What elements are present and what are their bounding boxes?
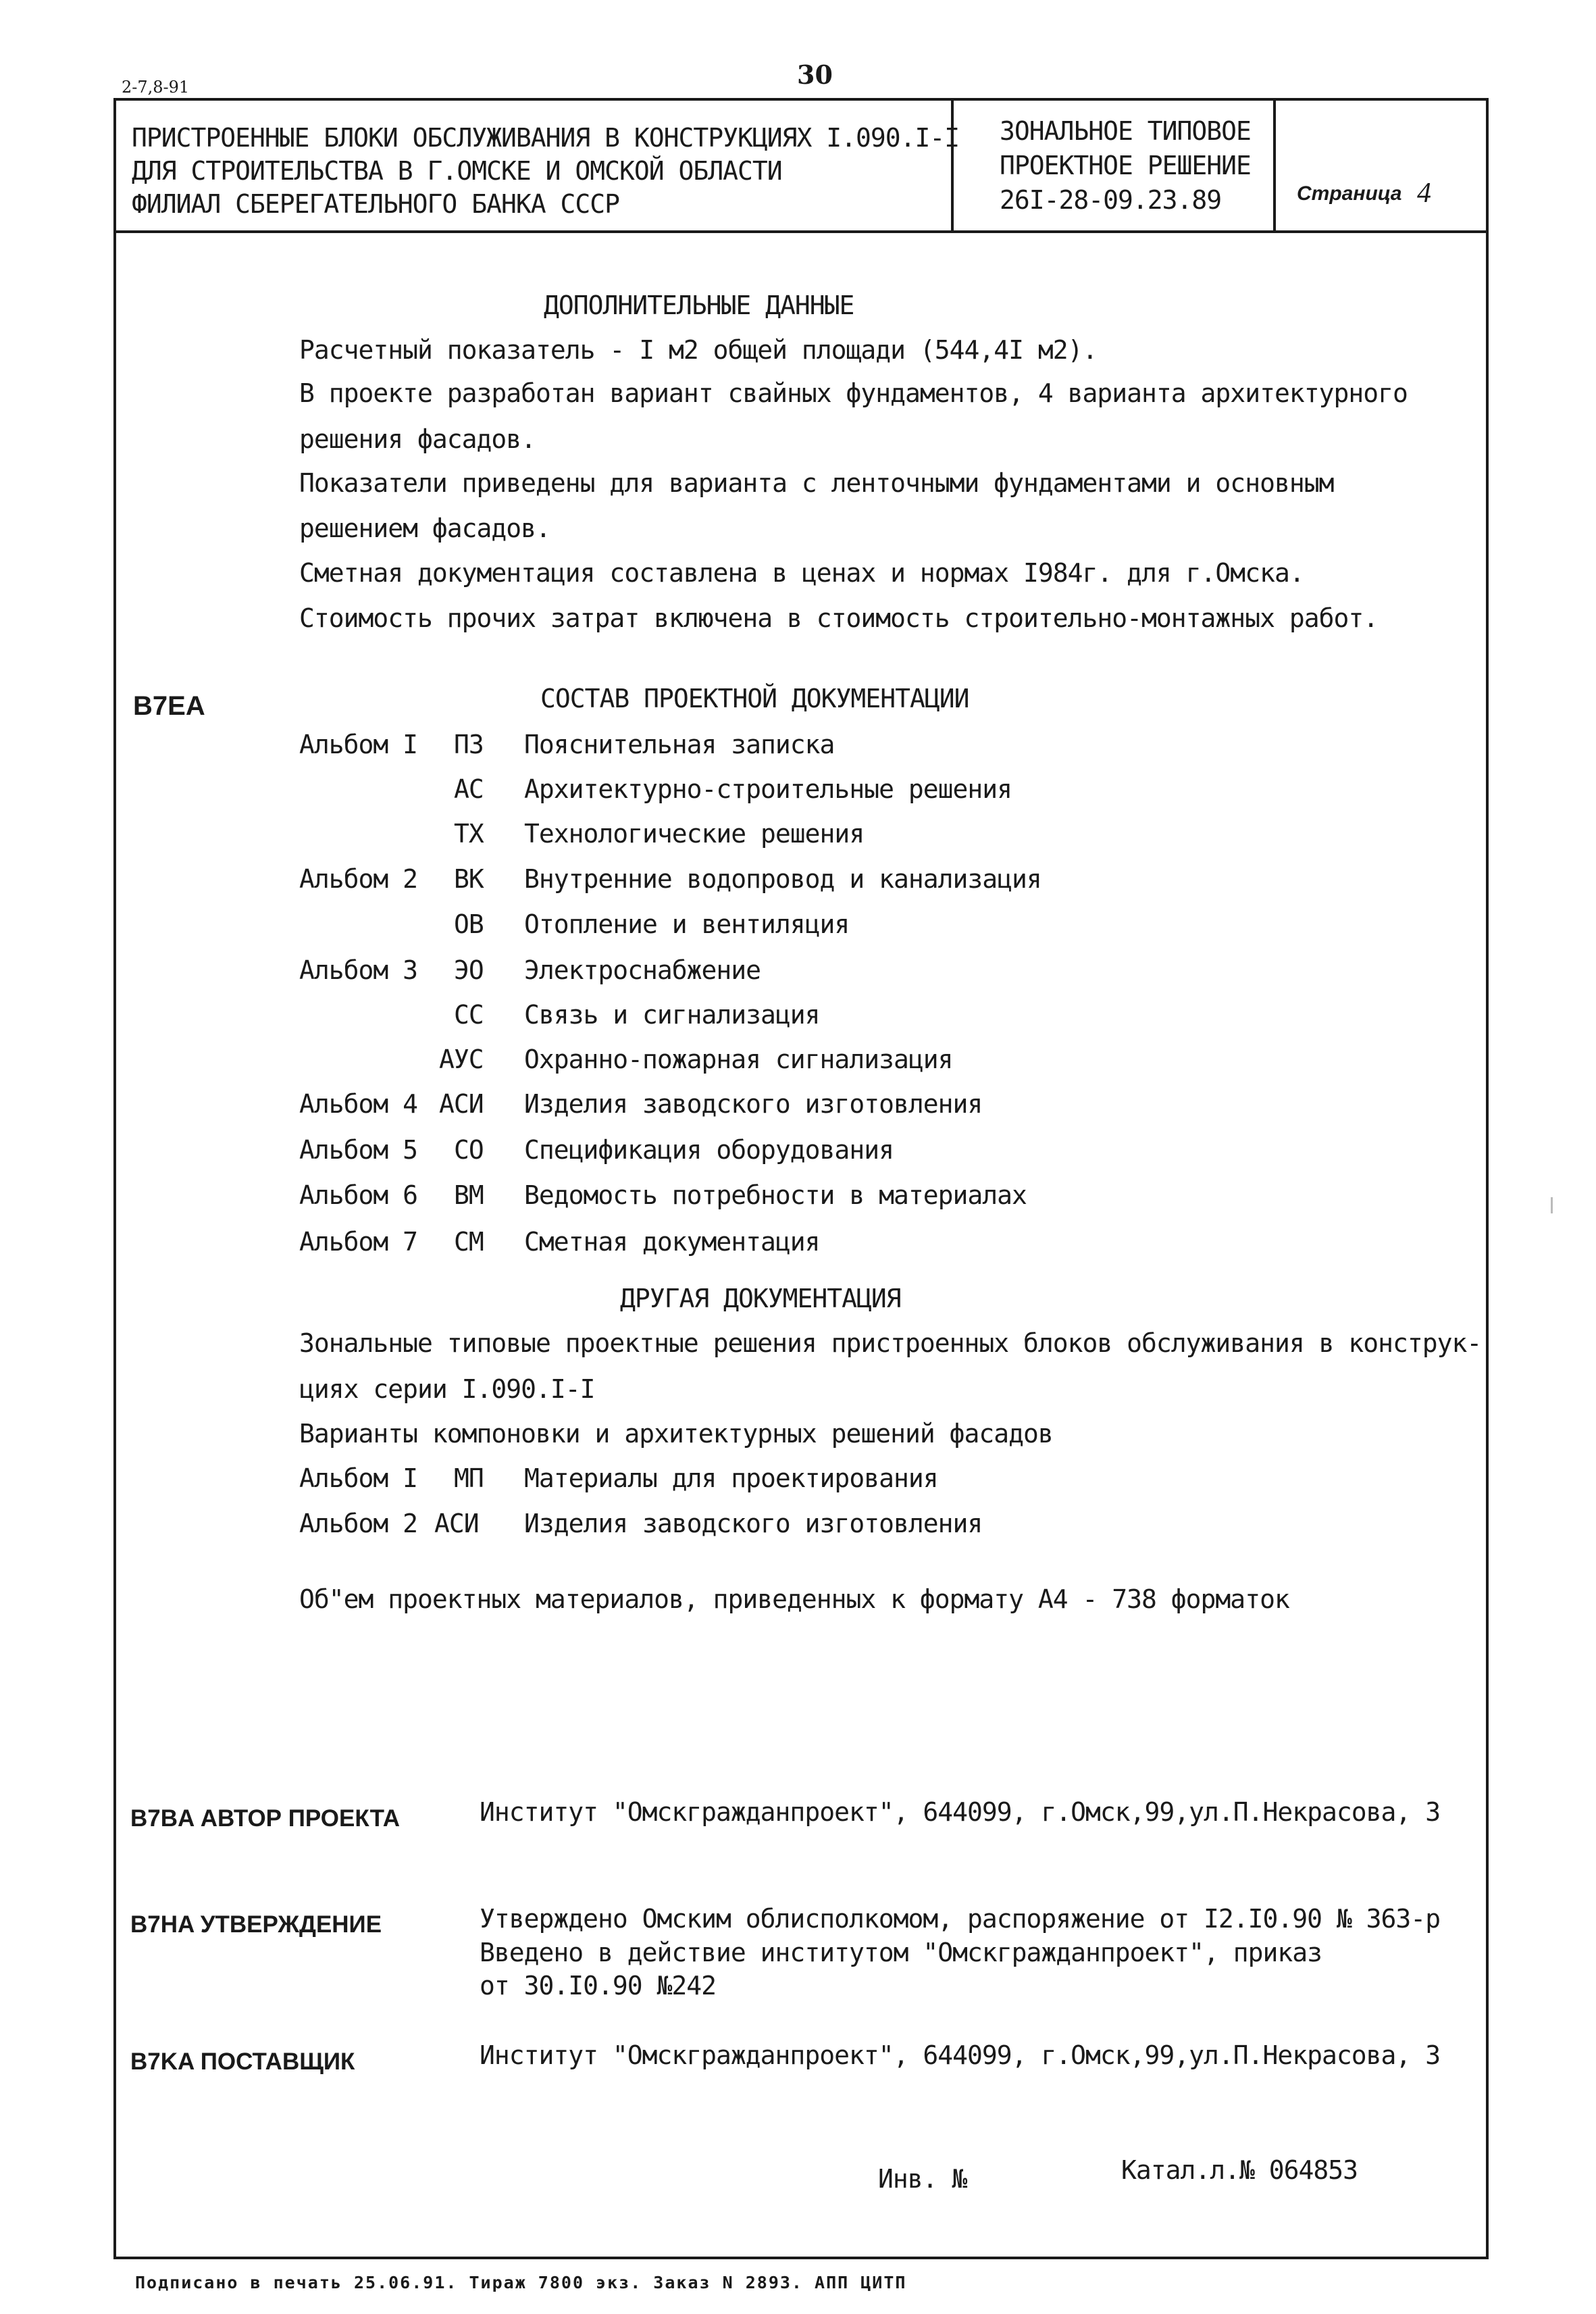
- album-label: Альбом 2: [299, 864, 418, 894]
- doc-name: Изделия заводского изготовления: [524, 1089, 983, 1119]
- doc-code: ВК: [454, 864, 484, 894]
- text-line: Сметная документация составлена в ценах и нормах I984г. для г.Омска.: [299, 558, 1304, 588]
- album-label: Альбом I: [299, 1463, 418, 1493]
- doc-name: Внутренние водопровод и канализация: [524, 864, 1041, 894]
- doc-code: ЭО: [454, 955, 484, 985]
- album-label: Альбом 2: [299, 1509, 418, 1538]
- text-line: циях серии I.090.I-I: [299, 1374, 595, 1404]
- text-line: решения фасадов.: [299, 424, 536, 454]
- supplier-label: B7KA ПОСТАВЩИК: [130, 2048, 355, 2075]
- solution-line: 26I-28-09.23.89: [1000, 185, 1222, 215]
- doc-code: АУС: [439, 1045, 484, 1074]
- text-line: Показатели приведены для варианта с ленточными фундаментами и основным: [299, 468, 1334, 498]
- section-code: B7EA: [133, 691, 205, 721]
- doc-code: СМ: [454, 1227, 484, 1257]
- approval-label: B7HA УТВЕРЖДЕНИЕ: [130, 1911, 382, 1938]
- approval-line: от 30.I0.90 №242: [480, 1971, 717, 2001]
- doc-code: СС: [454, 1000, 484, 1030]
- album-label: Альбом I: [299, 730, 418, 759]
- doc-code: ТХ: [454, 819, 484, 849]
- doc-code: АС: [454, 774, 484, 804]
- author-text: Институт "Омскгражданпроект", 644099, г.Омск,99,ул.П.Некрасова, 3: [480, 1797, 1441, 1827]
- album-label: Альбом 7: [299, 1227, 418, 1257]
- approval-line: Введено в действие институтом "Омскгражданпроект", приказ: [480, 1938, 1322, 1967]
- album-label: Альбом 4: [299, 1089, 418, 1119]
- album-label: Альбом 3: [299, 955, 418, 985]
- solution-line: ЗОНАЛЬНОЕ ТИПОВОЕ: [1000, 116, 1251, 146]
- doc-code: АСИ: [439, 1089, 484, 1119]
- top-left-code: 2-7,8-91: [122, 78, 190, 97]
- supplier-text: Институт "Омскгражданпроект", 644099, г.Омск,99,ул.П.Некрасова, 3: [480, 2040, 1441, 2070]
- doc-name: Ведомость потребности в материалах: [524, 1180, 1027, 1210]
- doc-name: Электроснабжение: [524, 955, 761, 985]
- doc-name: Изделия заводского изготовления: [524, 1509, 983, 1538]
- text-line: Расчетный показатель - I м2 общей площади (544,4I м2).: [299, 335, 1098, 365]
- section-heading: ДРУГАЯ ДОКУМЕНТАЦИЯ: [620, 1284, 901, 1313]
- doc-name: Архитектурно-строительные решения: [524, 774, 1012, 804]
- text-line: В проекте разработан вариант свайных фундаментов, 4 варианта архитектурного: [299, 378, 1408, 408]
- album-label: Альбом 6: [299, 1180, 418, 1210]
- doc-code: ОВ: [454, 909, 484, 939]
- doc-name: Спецификация оборудования: [524, 1135, 894, 1165]
- volume-line: Об"ем проектных материалов, приведенных к формату А4 - 738 форматок: [299, 1584, 1289, 1614]
- doc-name: Технологические решения: [524, 819, 865, 849]
- text-line: Варианты компоновки и архитектурных решений фасадов: [299, 1419, 1053, 1449]
- header-divider: [951, 98, 954, 233]
- margin-mark: [1551, 1197, 1553, 1213]
- section-heading: СОСТАВ ПРОЕКТНОЙ ДОКУМЕНТАЦИИ: [540, 684, 969, 713]
- header-divider: [1273, 98, 1276, 233]
- doc-code: МП: [454, 1463, 484, 1493]
- text-line: Стоимость прочих затрат включена в стоимость строительно-монтажных работ.: [299, 603, 1379, 633]
- text-line: решением фасадов.: [299, 513, 550, 543]
- doc-code: СО: [454, 1135, 484, 1165]
- section-heading: ДОПОЛНИТЕЛЬНЫЕ ДАННЫЕ: [544, 291, 854, 320]
- approval-line: Утверждено Омским облисполкомом, распоряжение от I2.I0.90 № 363-р: [480, 1904, 1441, 1934]
- doc-name: Охранно-пожарная сигнализация: [524, 1045, 953, 1074]
- doc-name: Пояснительная записка: [524, 730, 835, 759]
- header-title-line: ПРИСТРОЕННЫЕ БЛОКИ ОБСЛУЖИВАНИЯ В КОНСТРУКЦИЯХ I.090.I-I: [132, 123, 960, 153]
- album-label: Альбом 5: [299, 1135, 418, 1165]
- doc-name: Сметная документация: [524, 1227, 820, 1257]
- catalog-number: Катал.л.№ 064853: [1121, 2155, 1358, 2185]
- solution-line: ПРОЕКТНОЕ РЕШЕНИЕ: [1000, 151, 1251, 180]
- author-label: B7BA АВТОР ПРОЕКТА: [130, 1805, 401, 1832]
- header-title-line: ДЛЯ СТРОИТЕЛЬСТВА В Г.ОМСКЕ И ОМСКОЙ ОБЛАСТИ: [132, 156, 782, 186]
- doc-code: АСИ: [434, 1509, 479, 1538]
- page-value: 4: [1417, 178, 1431, 209]
- text-line: Зональные типовые проектные решения пристроенных блоков обслуживания в конструк-: [299, 1328, 1482, 1358]
- header-title-line: ФИЛИАЛ СБЕРЕГАТЕЛЬНОГО БАНКА СССР: [132, 189, 619, 219]
- page-number: 30: [797, 59, 833, 90]
- page-label: Страница: [1297, 182, 1402, 205]
- inventory-label: Инв. №: [878, 2164, 967, 2194]
- doc-name: Связь и сигнализация: [524, 1000, 820, 1030]
- doc-name: Материалы для проектирования: [524, 1463, 938, 1493]
- doc-code: ВМ: [454, 1180, 484, 1210]
- print-footer: Подписано в печать 25.06.91. Тираж 7800 экз. Заказ N 2893. АПП ЦИТП: [135, 2273, 907, 2292]
- doc-code: ПЗ: [454, 730, 484, 759]
- doc-name: Отопление и вентиляция: [524, 909, 850, 939]
